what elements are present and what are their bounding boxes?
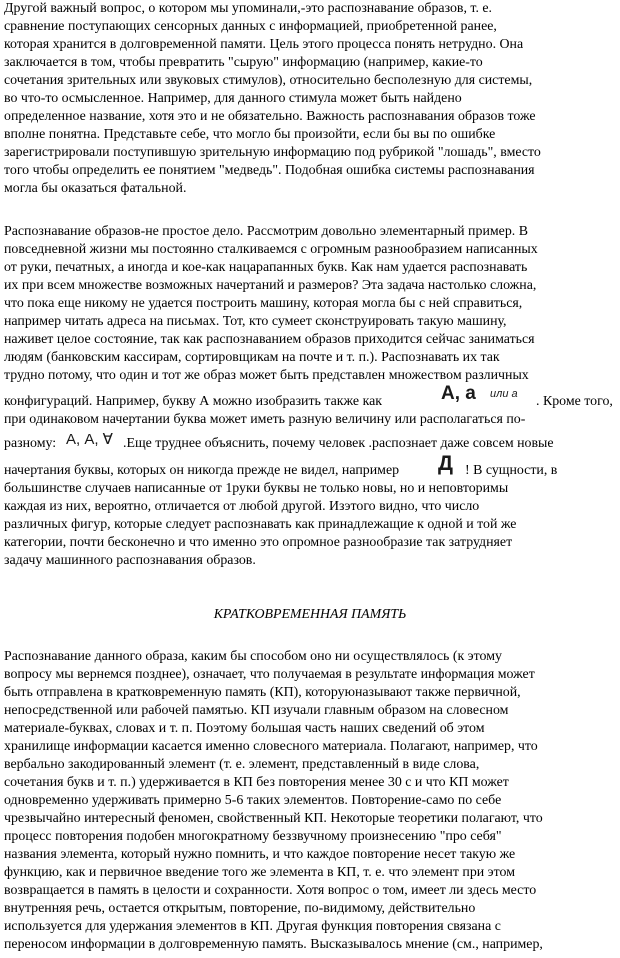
text-line: ! В сущности, в	[465, 463, 558, 478]
text-line: начертания буквы, которых он никогда прежде не видел, например	[4, 463, 400, 478]
text-line: при одинаковом начертании буква может иметь разную величину или располагаться по-	[4, 412, 526, 427]
text-line: хранилище информации касается именно словесного материала. Полагают, например, что	[4, 739, 538, 754]
text-line: задачу машинного распознавания образов.	[4, 553, 256, 568]
text-line: .Еще труднее объяснить, почему человек .распознает даже совсем новые	[123, 436, 554, 451]
text-line: от руки, печатных, а иногда и кое-как нацарапанных букв. Как нам удается распознавать	[4, 260, 528, 275]
text-line: во что-то осмысленное. Например, для данного стимула может быть найдено	[4, 91, 462, 106]
text-line: возвращается в память в целости и сохранности. Хотя вопрос о том, имеет ли здесь место	[4, 883, 537, 898]
text-line: зарегистрировали поступившую зрительную информацию под рубрикой "лошадь", вместо	[4, 145, 541, 160]
text-line: сравнение поступающих сенсорных данных с информацией, приобретенной ранее,	[4, 19, 497, 34]
text-line: сочетания зрительных или звуковых стимулов), относительно бесполезную для системы,	[4, 73, 533, 88]
text-line: которая хранится в долговременной памяти. Цель этого процесса понять нетрудно. Она	[4, 37, 524, 52]
text-line: . Кроме того,	[536, 394, 613, 409]
text-line: используется для удержания элементов в КП. Другая функция повторения связана с	[4, 919, 501, 934]
text-line: функцию, как и первичное введение того же элемента в КП, т. е. что элемент при этом	[4, 865, 515, 880]
novel-letter-figure: Д	[438, 452, 453, 475]
text-line: разному:	[4, 436, 57, 451]
text-line: названия элемента, который нужно помнить, и что каждое повторение несет такую же	[4, 847, 516, 862]
text-line: быть отправлена в кратковременную память (КП), которуюназывают также первичной,	[4, 685, 521, 700]
text-line: внутренняя речь, остается открытым, повторение, по-видимому, действительно	[4, 901, 476, 916]
text-line: непосредственной или рабочей памятью. КП изучали главным образом на словесном	[4, 703, 509, 718]
text-line: повседневной жизни мы постоянно сталкиваемся с огромным разнообразием написанных	[4, 242, 538, 257]
section-heading: КРАТКОВРЕМЕННАЯ ПАМЯТЬ	[213, 607, 407, 622]
text-line: переносом информации в долговременную память. Высказывалось мнение (см., например,	[4, 937, 543, 952]
text-line: материале-буквах, словах и т. п. Поэтому большая часть наших сведений об этом	[4, 721, 485, 736]
text-line: трудно потому, что один и тот же образ может быть представлен множеством различных	[4, 368, 529, 383]
text-line: заключается в том, чтобы превратить "сырую" информацию (например, какие-то	[4, 55, 483, 70]
letter-sizes-figure: А, А, Ɐ	[66, 431, 113, 448]
text-line: категории, почти бесконечно и что именно это опромное разнообразие так затрудняет	[4, 535, 513, 550]
text-line: например читать адреса на письмах. Тот, кто сумеет сконструировать такую машину,	[4, 314, 507, 329]
letter-forms-figure: А, а	[441, 383, 476, 404]
text-line: определенное название, хотя это и не обязательно. Важность распознавания образов тоже	[4, 109, 536, 124]
text-line: их при всем множестве возможных начертаний и размеров? Эта задача настолько сложна,	[4, 278, 537, 293]
text-line: вербально закодированный элемент (т. е. элемент, представленный в виде слова,	[4, 757, 480, 772]
letter-forms-or-figure: или а	[490, 388, 518, 400]
text-line: наживет целое состояние, так как распознаванием образов приходится сейчас заниматься	[4, 332, 535, 347]
text-line: процесс повторения подобен многократному беззвучному произнесению "про себя"	[4, 829, 502, 844]
text-line: Распознавание данного образа, каким бы способом оно ни осуществлялось (к этому	[4, 649, 502, 664]
text-line: сочетания букв и т. п.) удерживается в КП без повторения менее 30 с и что КП может	[4, 775, 509, 790]
text-line: одновременно удерживать примерно 5-6 таких элементов. Повторение-само по себе	[4, 793, 502, 808]
text-line: конфигураций. Например, букву А можно изобразить также как	[4, 394, 383, 409]
text-line: Другой важный вопрос, о котором мы упоминали,-это распознавание образов, т. е.	[4, 1, 493, 16]
text-line: различных фигур, которые следует распознавать как принадлежащие к одной и той же	[4, 517, 517, 532]
text-line: чрезвычайно интересный феномен, свойственный КП. Некоторые теоретики полагают, что	[4, 811, 543, 826]
text-line: могла бы оказаться фатальной.	[4, 181, 187, 196]
text-line: людям (банковским кассирам, сортировщикам на почте и т. п.). Распознавать их так	[4, 350, 500, 365]
text-line: каждая из них, вероятно, отличается от любой другой. Изэтого видно, что число	[4, 499, 480, 514]
text-line: вполне понятна. Представьте себе, что могло бы произойти, если бы вы по ошибке	[4, 127, 496, 142]
text-line: того чтобы определить ее понятием "медведь". Подобная ошибка системы распознавания	[4, 163, 535, 178]
text-line: что пока еще никому не удается построить машину, которая могла бы с ней справиться,	[4, 296, 523, 311]
text-line: большинстве случаев написанные от 1руки буквы не только новы, но и неповторимы	[4, 481, 509, 496]
text-line: Распознавание образов-не простое дело. Рассмотрим довольно элементарный пример. В	[4, 224, 528, 239]
text-line: вопросу мы вернемся позднее), означает, что получаемая в результате информация может	[4, 667, 535, 682]
